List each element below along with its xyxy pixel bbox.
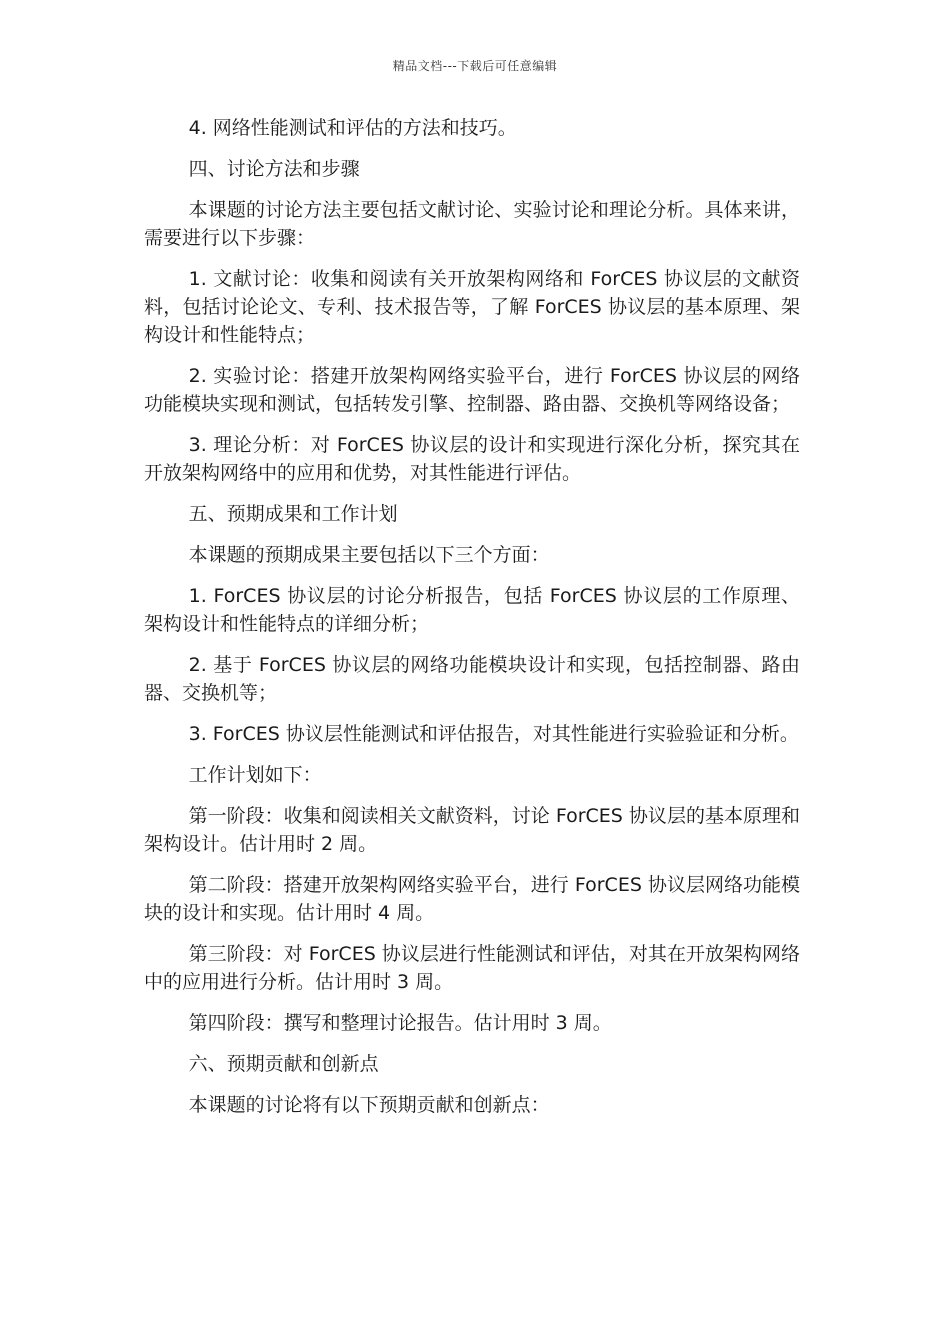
paragraph-step-3: 3. 理论分析：对 ForCES 协议层的设计和实现进行深化分析，探究其在开放架构网络中的应用和优势，对其性能进行评估。 [144,434,800,484]
paragraph-phase-2: 第二阶段：搭建开放架构网络实验平台，进行 ForCES 协议层网络功能模块的设计和实现。估计用时 4 周。 [144,874,800,924]
page-header: 精品文档---下载后可任意编辑 [392,59,558,73]
paragraph-outcome-3: 3. ForCES 协议层性能测试和评估报告，对其性能进行实验验证和分析。 [188,723,799,745]
paragraph-phase-4: 第四阶段：撰写和整理讨论报告。估计用时 3 周。 [188,1012,612,1034]
paragraph-step-1: 1. 文献讨论：收集和阅读有关开放架构网络和 ForCES 协议层的文献资料，包括讨论论文、专利、技术报告等，了解 ForCES 协议层的基本原理、架构设计和性能特点； [144,268,800,346]
document-body [144,114,800,1132]
section-heading-contributions: 六、预期贡献和创新点 [188,1053,379,1075]
paragraph-plan-intro: 工作计划如下： [188,764,322,786]
section-heading-outcomes: 五、预期成果和工作计划 [188,503,398,525]
section-heading-methods: 四、讨论方法和步骤 [188,158,360,180]
paragraph-item-4: 4. 网络性能测试和评估的方法和技巧。 [188,117,517,139]
paragraph-outcomes-intro: 本课题的预期成果主要包括以下三个方面： [188,544,550,566]
paragraph-contributions-intro: 本课题的讨论将有以下预期贡献和创新点： [188,1094,550,1116]
paragraph-outcome-2: 2. 基于 ForCES 协议层的网络功能模块设计和实现，包括控制器、路由器、交换机等； [144,654,800,704]
paragraph-phase-1: 第一阶段：收集和阅读相关文献资料，讨论 ForCES 协议层的基本原理和架构设计。估计用时 2 周。 [144,805,800,855]
paragraph-step-2: 2. 实验讨论：搭建开放架构网络实验平台，进行 ForCES 协议层的网络功能模块实现和测试，包括转发引擎、控制器、路由器、交换机等网络设备； [144,365,800,415]
paragraph-outcome-1: 1. ForCES 协议层的讨论分析报告，包括 ForCES 协议层的工作原理、架构设计和性能特点的详细分析； [144,585,800,635]
paragraph-methods-intro: 本课题的讨论方法主要包括文献讨论、实验讨论和理论分析。具体来讲，需要进行以下步骤： [144,199,800,249]
paragraph-phase-3: 第三阶段：对 ForCES 协议层进行性能测试和评估，对其在开放架构网络中的应用进行分析。估计用时 3 周。 [144,943,800,993]
